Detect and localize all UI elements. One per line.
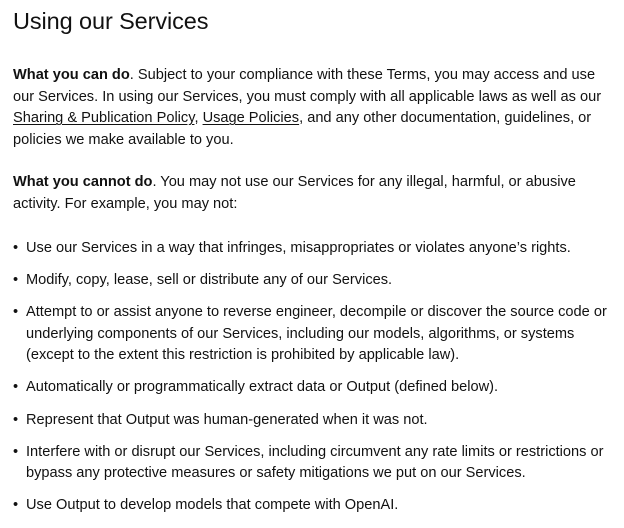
list-item-text: Attempt to or assist anyone to reverse engineer, decompile or discover the source code or underlying components of our Services, including our models, algorithms, or systems (except to the extent this restriction is prohibited by applicable law). [26,303,607,364]
prohibited-uses-list [13,238,611,518]
list-item-text: Automatically or programmatically extract data or Output (defined below). [26,379,499,396]
section-heading: Using our Services [13,8,209,34]
bullet-icon: • [13,271,19,288]
list-item-text: Use Output to develop models that compete with OpenAI. [26,497,399,514]
bullet-icon: • [13,239,19,256]
list-item-text: Use our Services in a way that infringes, misappropriates or violates anyone’s rights. [26,239,571,256]
cannot-do-lead: What you cannot do [13,174,153,191]
bullet-icon: • [13,303,19,320]
can-do-text-2: , and any other documentation, guidelines, or policies we make available to you. [13,110,592,148]
list-item [13,377,611,399]
bullet-icon: • [13,379,19,396]
sharing-publication-policy-link[interactable]: Sharing & Publication Policy [13,110,195,127]
cannot-do-paragraph [13,172,611,215]
cannot-do-text: . You may not use our Services for any illegal, harmful, or abusive activity. For example, you may not: [13,174,576,212]
link-separator: , [194,110,203,127]
list-item [13,495,611,517]
list-item [13,270,611,292]
can-do-paragraph [13,65,611,151]
list-item [13,442,611,485]
can-do-lead: What you can do [13,67,130,83]
bullet-icon: • [13,497,19,514]
can-do-text-1: . Subject to your compliance with these Terms, you may access and use our Services. In using our Services, you must comply with all applicable laws as well as our [13,67,602,105]
list-item-text: Interfere with or disrupt our Services, including circumvent any rate limits or restrictions or bypass any protective measures or safety mitigations we put on our Services. [26,443,604,482]
bullet-icon: • [13,411,19,428]
list-item-text: Represent that Output was human-generated when it was not. [26,411,428,428]
list-item [13,410,611,432]
list-item [13,238,611,260]
list-item [13,302,611,367]
usage-policies-link[interactable]: Usage Policies [202,110,300,127]
list-item-text: Modify, copy, lease, sell or distribute any of our Services. [26,271,393,288]
bullet-icon: • [13,443,19,460]
